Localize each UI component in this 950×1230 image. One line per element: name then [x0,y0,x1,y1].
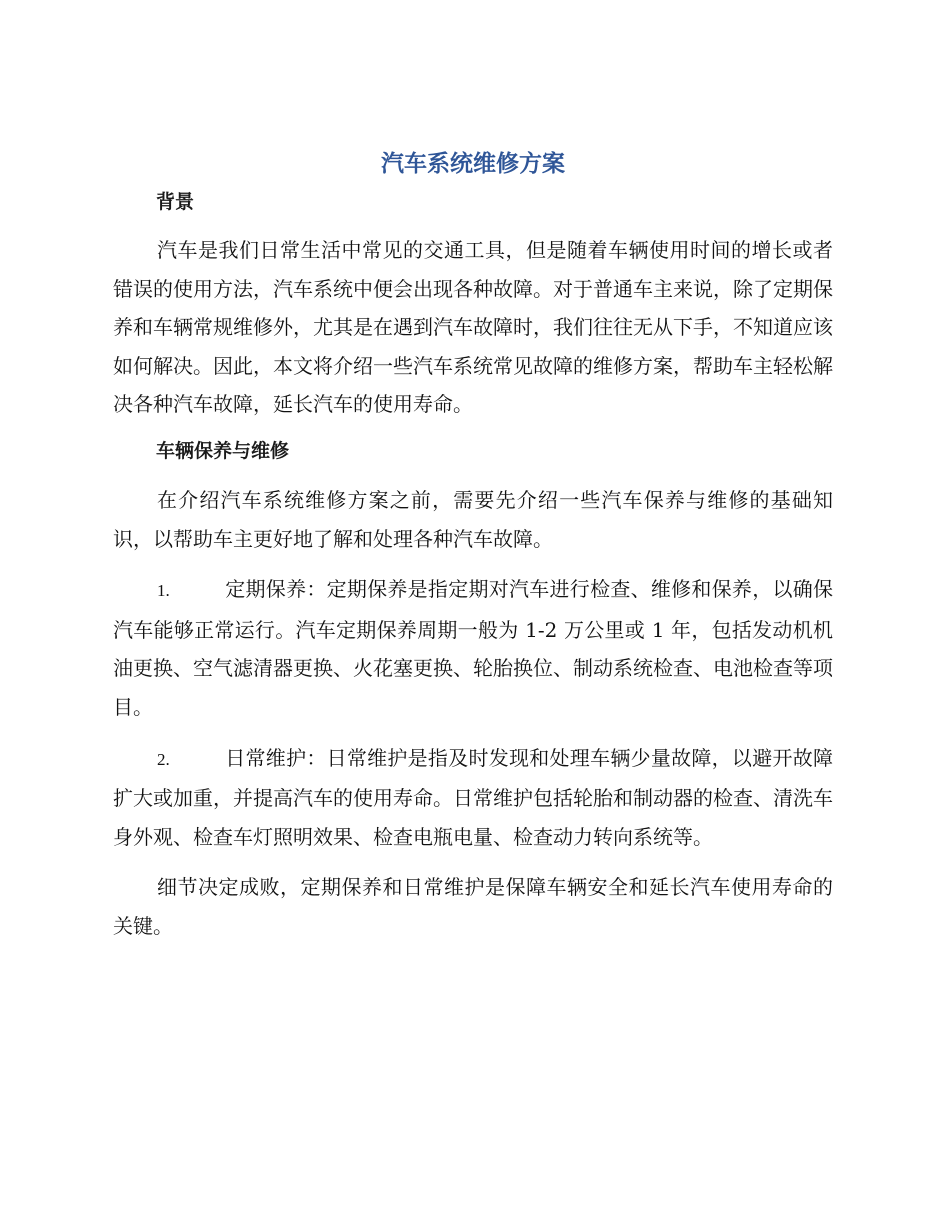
list-item-text: 定期保养：定期保养是指定期对汽车进行检查、维修和保养，以确保汽车能够正常运行。汽车定期保养周期一般为 1-2 万公里或 1 年，包括发动机机油更换、空气滤清器更换、火花塞更换、轮胎换位、制动系统检查、电池检查等项目。 [113,577,833,719]
list-item-number: 1. [157,581,170,601]
list-item-number: 2. [157,749,170,769]
section-heading-background: 背景 [156,191,195,213]
list-item [113,570,833,726]
background-paragraph: 汽车是我们日常生活中常见的交通工具，但是随着车辆使用时间的增长或者错误的使用方法，汽车系统中便会出现各种故障。对于普通车主来说，除了定期保养和车辆常规维修外，尤其是在遇到汽车故障时，我们往往无从下手，不知道应该如何解决。因此，本文将介绍一些汽车系统常见故障的维修方案，帮助车主轻松解决各种汽车故障，延长汽车的使用寿命。 [113,238,833,417]
maintenance-intro-paragraph: 在介绍汽车系统维修方案之前，需要先介绍一些汽车保养与维修的基础知识，以帮助车主更好地了解和处理各种汽车故障。 [113,487,833,551]
document-body [113,143,833,946]
document-title: 汽车系统维修方案 [381,151,565,177]
list-item-text: 日常维护：日常维护是指及时发现和处理车辆少量故障，以避开故障扩大或加重，并提高汽车的使用寿命。日常维护包括轮胎和制动器的检查、清洗车身外观、检查车灯照明效果、检查电瓶电量、检查动力转向系统等。 [113,745,833,849]
conclusion-paragraph: 细节决定成败，定期保养和日常维护是保障车辆安全和延长汽车使用寿命的关键。 [113,875,833,938]
section-heading-maintenance: 车辆保养与维修 [156,439,290,462]
list-item [113,739,833,857]
